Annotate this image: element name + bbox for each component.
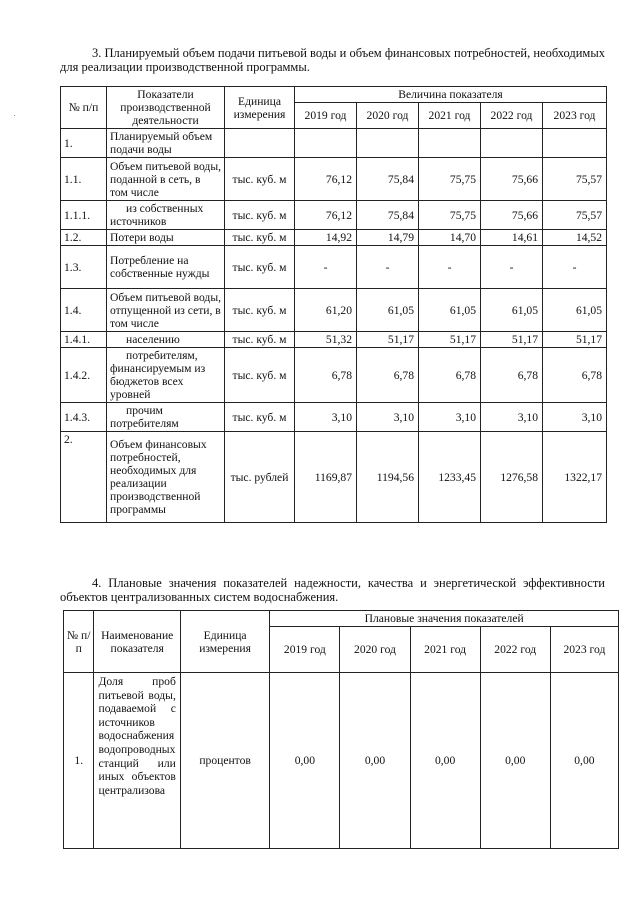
value-cell: 1233,45 — [419, 432, 481, 523]
value-cell: 75,57 — [543, 201, 607, 230]
value-cell: 6,78 — [357, 348, 419, 403]
value-cell: 3,10 — [419, 403, 481, 432]
table-row — [61, 201, 607, 230]
value-cell: 76,12 — [295, 201, 357, 230]
unit-cell: процентов — [180, 673, 269, 849]
header-year: 2022 год — [481, 103, 543, 129]
value-cell: 0,00 — [270, 673, 340, 849]
value-cell — [419, 129, 481, 158]
value-cell: 1322,17 — [543, 432, 607, 523]
indicator-name: из собственных источников — [107, 201, 225, 230]
header-year: 2019 год — [295, 103, 357, 129]
value-cell: - — [481, 246, 543, 289]
row-number: 2. — [61, 432, 107, 523]
value-cell: 75,75 — [419, 158, 481, 201]
header-num-2: № п/ п — [64, 611, 94, 673]
indicator-name: прочим потребителям — [107, 403, 225, 432]
value-cell: 75,84 — [357, 158, 419, 201]
unit-cell: тыс. куб. м — [225, 348, 295, 403]
value-cell: 61,05 — [481, 289, 543, 332]
value-cell — [357, 129, 419, 158]
table-row — [64, 673, 619, 849]
value-cell: 3,10 — [543, 403, 607, 432]
value-cell: 6,78 — [481, 348, 543, 403]
row-number: 1.1.1. — [61, 201, 107, 230]
table-row — [61, 432, 607, 523]
header-year: 2020 год — [357, 103, 419, 129]
header-year: 2021 год — [419, 103, 481, 129]
header-indicators: Показатели производственной деятельности — [107, 87, 225, 129]
value-cell: 0,00 — [410, 673, 480, 849]
indicator-name: Потери воды — [107, 230, 225, 246]
value-cell: 75,57 — [543, 158, 607, 201]
value-cell: 61,05 — [419, 289, 481, 332]
value-cell — [481, 129, 543, 158]
value-cell: 75,66 — [481, 158, 543, 201]
row-number: 1.4.3. — [61, 403, 107, 432]
value-cell: 51,17 — [357, 332, 419, 348]
value-cell: 0,00 — [340, 673, 410, 849]
header-value-group: Величина показателя — [295, 87, 607, 103]
value-cell: 3,10 — [481, 403, 543, 432]
table-row — [61, 403, 607, 432]
row-number: 1.1. — [61, 158, 107, 201]
header-unit-2: Единица измерения — [180, 611, 269, 673]
value-cell: 61,20 — [295, 289, 357, 332]
indicator-name: Планируемый объем подачи воды — [107, 129, 225, 158]
table-row — [61, 129, 607, 158]
unit-cell: тыс. куб. м — [225, 403, 295, 432]
value-cell: 1276,58 — [481, 432, 543, 523]
value-cell: 75,66 — [481, 201, 543, 230]
value-cell: - — [419, 246, 481, 289]
value-cell: 51,32 — [295, 332, 357, 348]
value-cell: 76,12 — [295, 158, 357, 201]
value-cell: 75,75 — [419, 201, 481, 230]
indicator-name: Объем финансовых потребностей, необходимых для реализации производственной программы — [107, 432, 225, 523]
indicator-name: Объем питьевой воды, отпущенной из сети, в том числе — [107, 289, 225, 332]
value-cell: - — [295, 246, 357, 289]
row-number: 1. — [61, 129, 107, 158]
value-cell: 6,78 — [419, 348, 481, 403]
row-number: 1.4. — [61, 289, 107, 332]
value-cell: 51,17 — [481, 332, 543, 348]
value-cell: 51,17 — [543, 332, 607, 348]
indicator-name: Потребление на собственные нужды — [107, 246, 225, 289]
table-row — [61, 230, 607, 246]
row-number: 1.3. — [61, 246, 107, 289]
indicator-name: населению — [107, 332, 225, 348]
header-name-2: Наименование показателя — [94, 611, 180, 673]
row-number: 1.2. — [61, 230, 107, 246]
unit-cell: тыс. куб. м — [225, 246, 295, 289]
scan-speck — [14, 115, 15, 116]
table-row — [61, 348, 607, 403]
value-cell: - — [543, 246, 607, 289]
value-cell: 0,00 — [550, 673, 618, 849]
value-cell: 51,17 — [419, 332, 481, 348]
value-cell — [295, 129, 357, 158]
unit-cell: тыс. куб. м — [225, 158, 295, 201]
value-cell: 75,84 — [357, 201, 419, 230]
indicator-name: Объем питьевой воды, поданной в сеть, в том числе — [107, 158, 225, 201]
header-num: № п/п — [61, 87, 107, 129]
production-program-table — [60, 86, 607, 523]
value-cell: 3,10 — [295, 403, 357, 432]
value-cell: 14,70 — [419, 230, 481, 246]
row-number: 1.4.1. — [61, 332, 107, 348]
value-cell: 61,05 — [543, 289, 607, 332]
value-cell: 0,00 — [480, 673, 550, 849]
value-cell: 6,78 — [295, 348, 357, 403]
unit-cell: тыс. рублей — [225, 432, 295, 523]
unit-cell: тыс. куб. м — [225, 230, 295, 246]
unit-cell: тыс. куб. м — [225, 332, 295, 348]
header-year: 2023 год — [543, 103, 607, 129]
row-number: 1.4.2. — [61, 348, 107, 403]
value-cell: 6,78 — [543, 348, 607, 403]
value-cell: 1194,56 — [357, 432, 419, 523]
indicator-name: Доля проб питьевой воды, подаваемой с источников водоснабжения водопроводных станций или иных объектов централизова — [94, 673, 180, 849]
indicator-name: потребителям, финансируемым из бюджетов всех уровней — [107, 348, 225, 403]
value-cell: 1169,87 — [295, 432, 357, 523]
header-year-2: 2023 год — [550, 627, 618, 673]
table-row — [61, 158, 607, 201]
value-cell: 14,61 — [481, 230, 543, 246]
header-unit: Единица измерения — [225, 87, 295, 129]
unit-cell: тыс. куб. м — [225, 289, 295, 332]
header-year-2: 2020 год — [340, 627, 410, 673]
header-year-2: 2019 год — [270, 627, 340, 673]
section-4-heading: 4. Плановые значения показателей надежности, качества и энергетической эффективности объектов централизованных систем водоснабжения. — [60, 576, 605, 604]
value-cell: 61,05 — [357, 289, 419, 332]
header-year-2: 2022 год — [480, 627, 550, 673]
row-number: 1. — [64, 673, 94, 849]
value-cell: 14,52 — [543, 230, 607, 246]
value-cell — [543, 129, 607, 158]
reliability-indicators-table — [63, 610, 619, 849]
header-year-2: 2021 год — [410, 627, 480, 673]
unit-cell — [225, 129, 295, 158]
unit-cell: тыс. куб. м — [225, 201, 295, 230]
value-cell: - — [357, 246, 419, 289]
value-cell: 3,10 — [357, 403, 419, 432]
value-cell: 14,79 — [357, 230, 419, 246]
table-row — [61, 289, 607, 332]
header-plan-group: Плановые значения показателей — [270, 611, 619, 627]
section-3-heading: 3. Планируемый объем подачи питьевой воды и объем финансовых потребностей, необходимых для реализации производственной программы. — [60, 46, 605, 74]
table-row — [61, 246, 607, 289]
table-row — [61, 332, 607, 348]
value-cell: 14,92 — [295, 230, 357, 246]
